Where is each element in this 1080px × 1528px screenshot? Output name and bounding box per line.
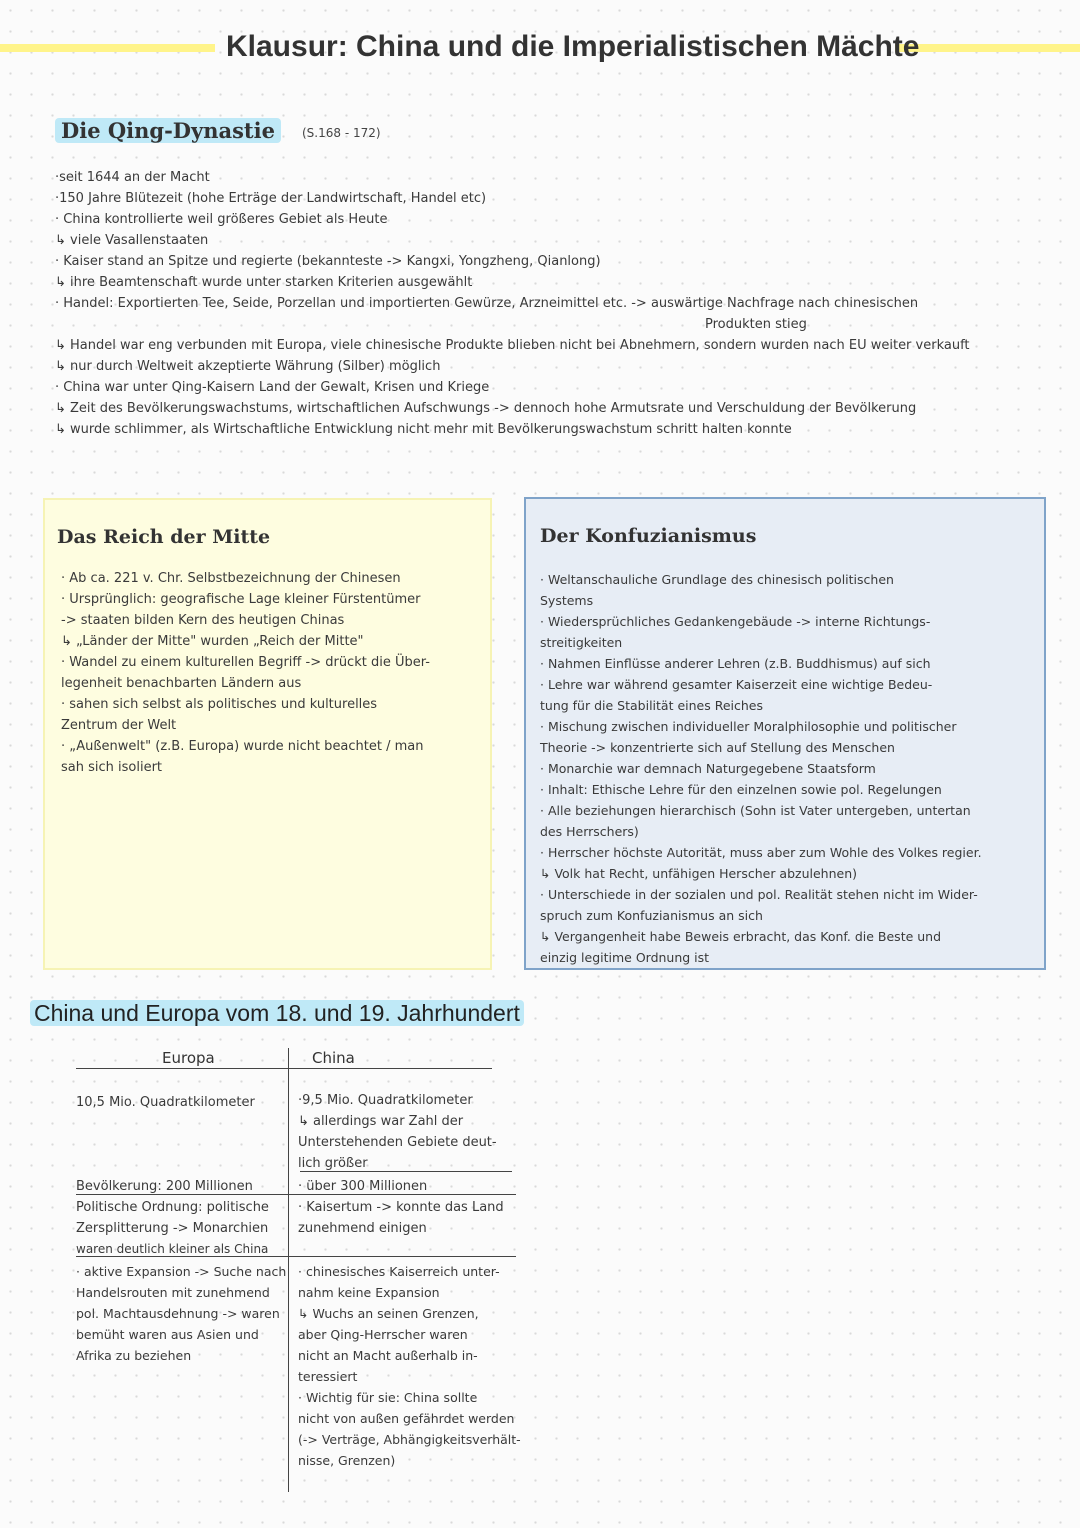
qing-line: ↳ wurde schlimmer, als Wirtschaftliche Entwicklung nicht mehr mit Bevölkerungswachstum schritt halten konnte (55, 422, 792, 437)
konf-line: · Inhalt: Ethische Lehre für den einzelnen sowie pol. Regelungen (540, 782, 942, 797)
europa-population-cell (76, 1176, 253, 1197)
qing-line: ·seit 1644 an der Macht (55, 170, 210, 185)
cell-line: ↳ allerdings war Zahl der (298, 1114, 464, 1129)
konf-line: · Unterschiede in der sozialen und pol. Realität stehen nicht im Wider- (540, 887, 978, 902)
cell-line: (-> Verträge, Abhängigkeitsverhält- (298, 1432, 521, 1447)
konf-notes (540, 569, 982, 968)
reich-line: Zentrum der Welt (61, 718, 177, 733)
qing-line: ·150 Jahre Blütezeit (hohe Erträge der Landwirtschaft, Handel etc) (55, 191, 487, 206)
konf-line: des Herrschers) (540, 824, 639, 839)
cell-line: lich größer (298, 1156, 368, 1171)
cell-line: · aktive Expansion -> Suche nach (76, 1264, 287, 1279)
konf-line: tung für die Stabilität eines Reiches (540, 698, 763, 713)
cell-line: zunehmend einigen (298, 1221, 427, 1236)
konf-line: streitigkeiten (540, 635, 623, 650)
cell-line: Afrika zu beziehen (76, 1348, 192, 1363)
konf-line: · Wiedersprüchliches Gedankengebäude -> interne Richtungs- (540, 614, 931, 629)
konf-line: · Monarchie war demnach Naturgegebene Staatsform (540, 761, 876, 776)
qing-line: · China kontrollierte weil größeres Gebiet als Heute (55, 212, 388, 227)
qing-line: ↳ Zeit des Bevölkerungswachstums, wirtschaftlichen Aufschwungs -> dennoch hohe Armutsrate und Verschuldung der Bevölkerung (55, 401, 917, 416)
reich-line: · Ab ca. 221 v. Chr. Selbstbezeichnung der Chinesen (61, 571, 401, 586)
page-title: Klausur: China und die Imperialistischen Mächte (226, 30, 920, 63)
qing-page-reference: (S.168 - 172) (302, 126, 381, 140)
qing-line: · China war unter Qing-Kaisern Land der Gewalt, Krisen und Kriege (55, 380, 490, 395)
europa-order-cell (76, 1197, 269, 1260)
qing-line: ↳ nur durch Weltweit akzeptierte Währung (Silber) möglich (55, 359, 441, 374)
china-expansion-cell (298, 1261, 521, 1471)
cell-line: ↳ Wuchs an seinen Grenzen, (298, 1306, 479, 1321)
china-area-cell (298, 1090, 497, 1174)
reich-line: ↳ „Länder der Mitte" wurden „Reich der Mitte" (61, 634, 364, 649)
reich-der-mitte-box (43, 498, 492, 970)
konf-line: ↳ Volk hat Recht, unfähigen Herscher abzulehnen) (540, 866, 858, 881)
reich-line: · Wandel zu einem kulturellen Begriff -> drückt die Über- (61, 655, 430, 670)
qing-heading (55, 118, 281, 143)
cell-line: Bevölkerung: 200 Millionen (76, 1179, 253, 1194)
konf-line: · Lehre war während gesamter Kaiserzeit eine wichtige Bedeu- (540, 677, 933, 692)
qing-notes (55, 167, 970, 440)
reich-notes (61, 568, 430, 778)
column-header-china: China (312, 1049, 355, 1067)
cell-line: pol. Machtausdehnung -> waren (76, 1306, 280, 1321)
konf-line: spruch zum Konfuzianismus an sich (540, 908, 763, 923)
comparison-heading (30, 1000, 524, 1027)
column-header-europa: Europa (162, 1049, 215, 1067)
reich-line: · „Außenwelt" (z.B. Europa) wurde nicht beachtet / man (61, 739, 424, 754)
konf-line: · Herrscher höchste Autorität, muss aber zum Wohle des Volkes regier. (540, 845, 982, 860)
reich-heading: Das Reich der Mitte (57, 526, 271, 548)
europa-area-cell (76, 1092, 255, 1113)
cell-line: nahm keine Expansion (298, 1285, 440, 1300)
cell-line: 10,5 Mio. Quadratkilometer (76, 1095, 255, 1110)
cell-line: aber Qing-Herrscher waren (298, 1327, 468, 1342)
cell-line: nicht von außen gefährdet werden (298, 1411, 515, 1426)
konf-line: · Mischung zwischen individueller Moralphilosophie und politischer (540, 719, 957, 734)
reich-line: sah sich isoliert (61, 760, 163, 775)
konf-line: ↳ Vergangenheit habe Beweis erbracht, das Konf. die Beste und (540, 929, 942, 944)
title-underline-right (895, 44, 1080, 52)
comparison-heading-text: China und Europa vom 18. und 19. Jahrhundert (30, 1000, 524, 1026)
cell-line: · chinesisches Kaiserreich unter- (298, 1264, 500, 1279)
reich-line: · Ursprünglich: geografische Lage kleiner Fürstentümer (61, 592, 421, 607)
qing-heading-text: Die Qing-Dynastie (55, 118, 281, 143)
cell-line: bemüht waren aus Asien und (76, 1327, 259, 1342)
reich-line: -> staaten bilden Kern des heutigen Chinas (61, 613, 345, 628)
cell-line: Unterstehenden Gebiete deut- (298, 1135, 497, 1150)
konf-line: · Weltanschauliche Grundlage des chinesisch politischen (540, 572, 894, 587)
konf-line: einzig legitime Ordnung ist (540, 950, 710, 965)
konf-line: Theorie -> konzentrierte sich auf Stellung des Menschen (540, 740, 895, 755)
cell-line: nicht an Macht außerhalb in- (298, 1348, 478, 1363)
europa-expansion-cell (76, 1261, 286, 1366)
table-header-rule (76, 1068, 492, 1069)
cell-line: waren deutlich kleiner als China (76, 1242, 269, 1256)
qing-line: Produkten stieg (705, 317, 807, 332)
cell-line: nisse, Grenzen) (298, 1453, 396, 1468)
china-order-cell (298, 1197, 504, 1239)
title-underline-left (0, 44, 215, 52)
qing-line: ↳ ihre Beamtenschaft wurde unter starken Kriterien ausgewählt (55, 275, 473, 290)
cell-line: Zersplitterung -> Monarchien (76, 1221, 269, 1236)
cell-line: ·9,5 Mio. Quadratkilometer (298, 1093, 473, 1108)
cell-line: teressiert (298, 1369, 358, 1384)
cell-line: Handelsrouten mit zunehmend (76, 1285, 270, 1300)
qing-line: · Kaiser stand an Spitze und regierte (bekannteste -> Kangxi, Yongzheng, Qianlong) (55, 254, 601, 269)
reich-line: · sahen sich selbst als politisches und kulturelles (61, 697, 378, 712)
konf-line: · Nahmen Einflüsse anderer Lehren (z.B. Buddhismus) auf sich (540, 656, 931, 671)
cell-line: · Wichtig für sie: China sollte (298, 1390, 478, 1405)
konf-line: Systems (540, 593, 594, 608)
china-population-cell (298, 1176, 427, 1197)
qing-line: ↳ viele Vasallenstaaten (55, 233, 209, 248)
cell-line: · über 300 Millionen (298, 1179, 428, 1194)
reich-line: legenheit benachbarten Ländern aus (61, 676, 302, 691)
qing-line: ↳ Handel war eng verbunden mit Europa, viele chinesische Produkte blieben nicht bei Abnehmern, sondern wurden nach EU weiter verkauft (55, 338, 970, 353)
qing-line: · Handel: Exportierten Tee, Seide, Porzellan und importierten Gewürze, Arzneimittel etc. -> auswärtige Nachfrage nach chinesischen (55, 296, 919, 311)
konf-heading: Der Konfuzianismus (540, 525, 757, 547)
cell-line: Politische Ordnung: politische (76, 1200, 269, 1215)
table-column-divider (288, 1048, 289, 1492)
konf-line: · Alle beziehungen hierarchisch (Sohn ist Vater untergeben, untertan (540, 803, 971, 818)
cell-line: · Kaisertum -> konnte das Land (298, 1200, 504, 1215)
konfuzianismus-box (524, 497, 1046, 970)
